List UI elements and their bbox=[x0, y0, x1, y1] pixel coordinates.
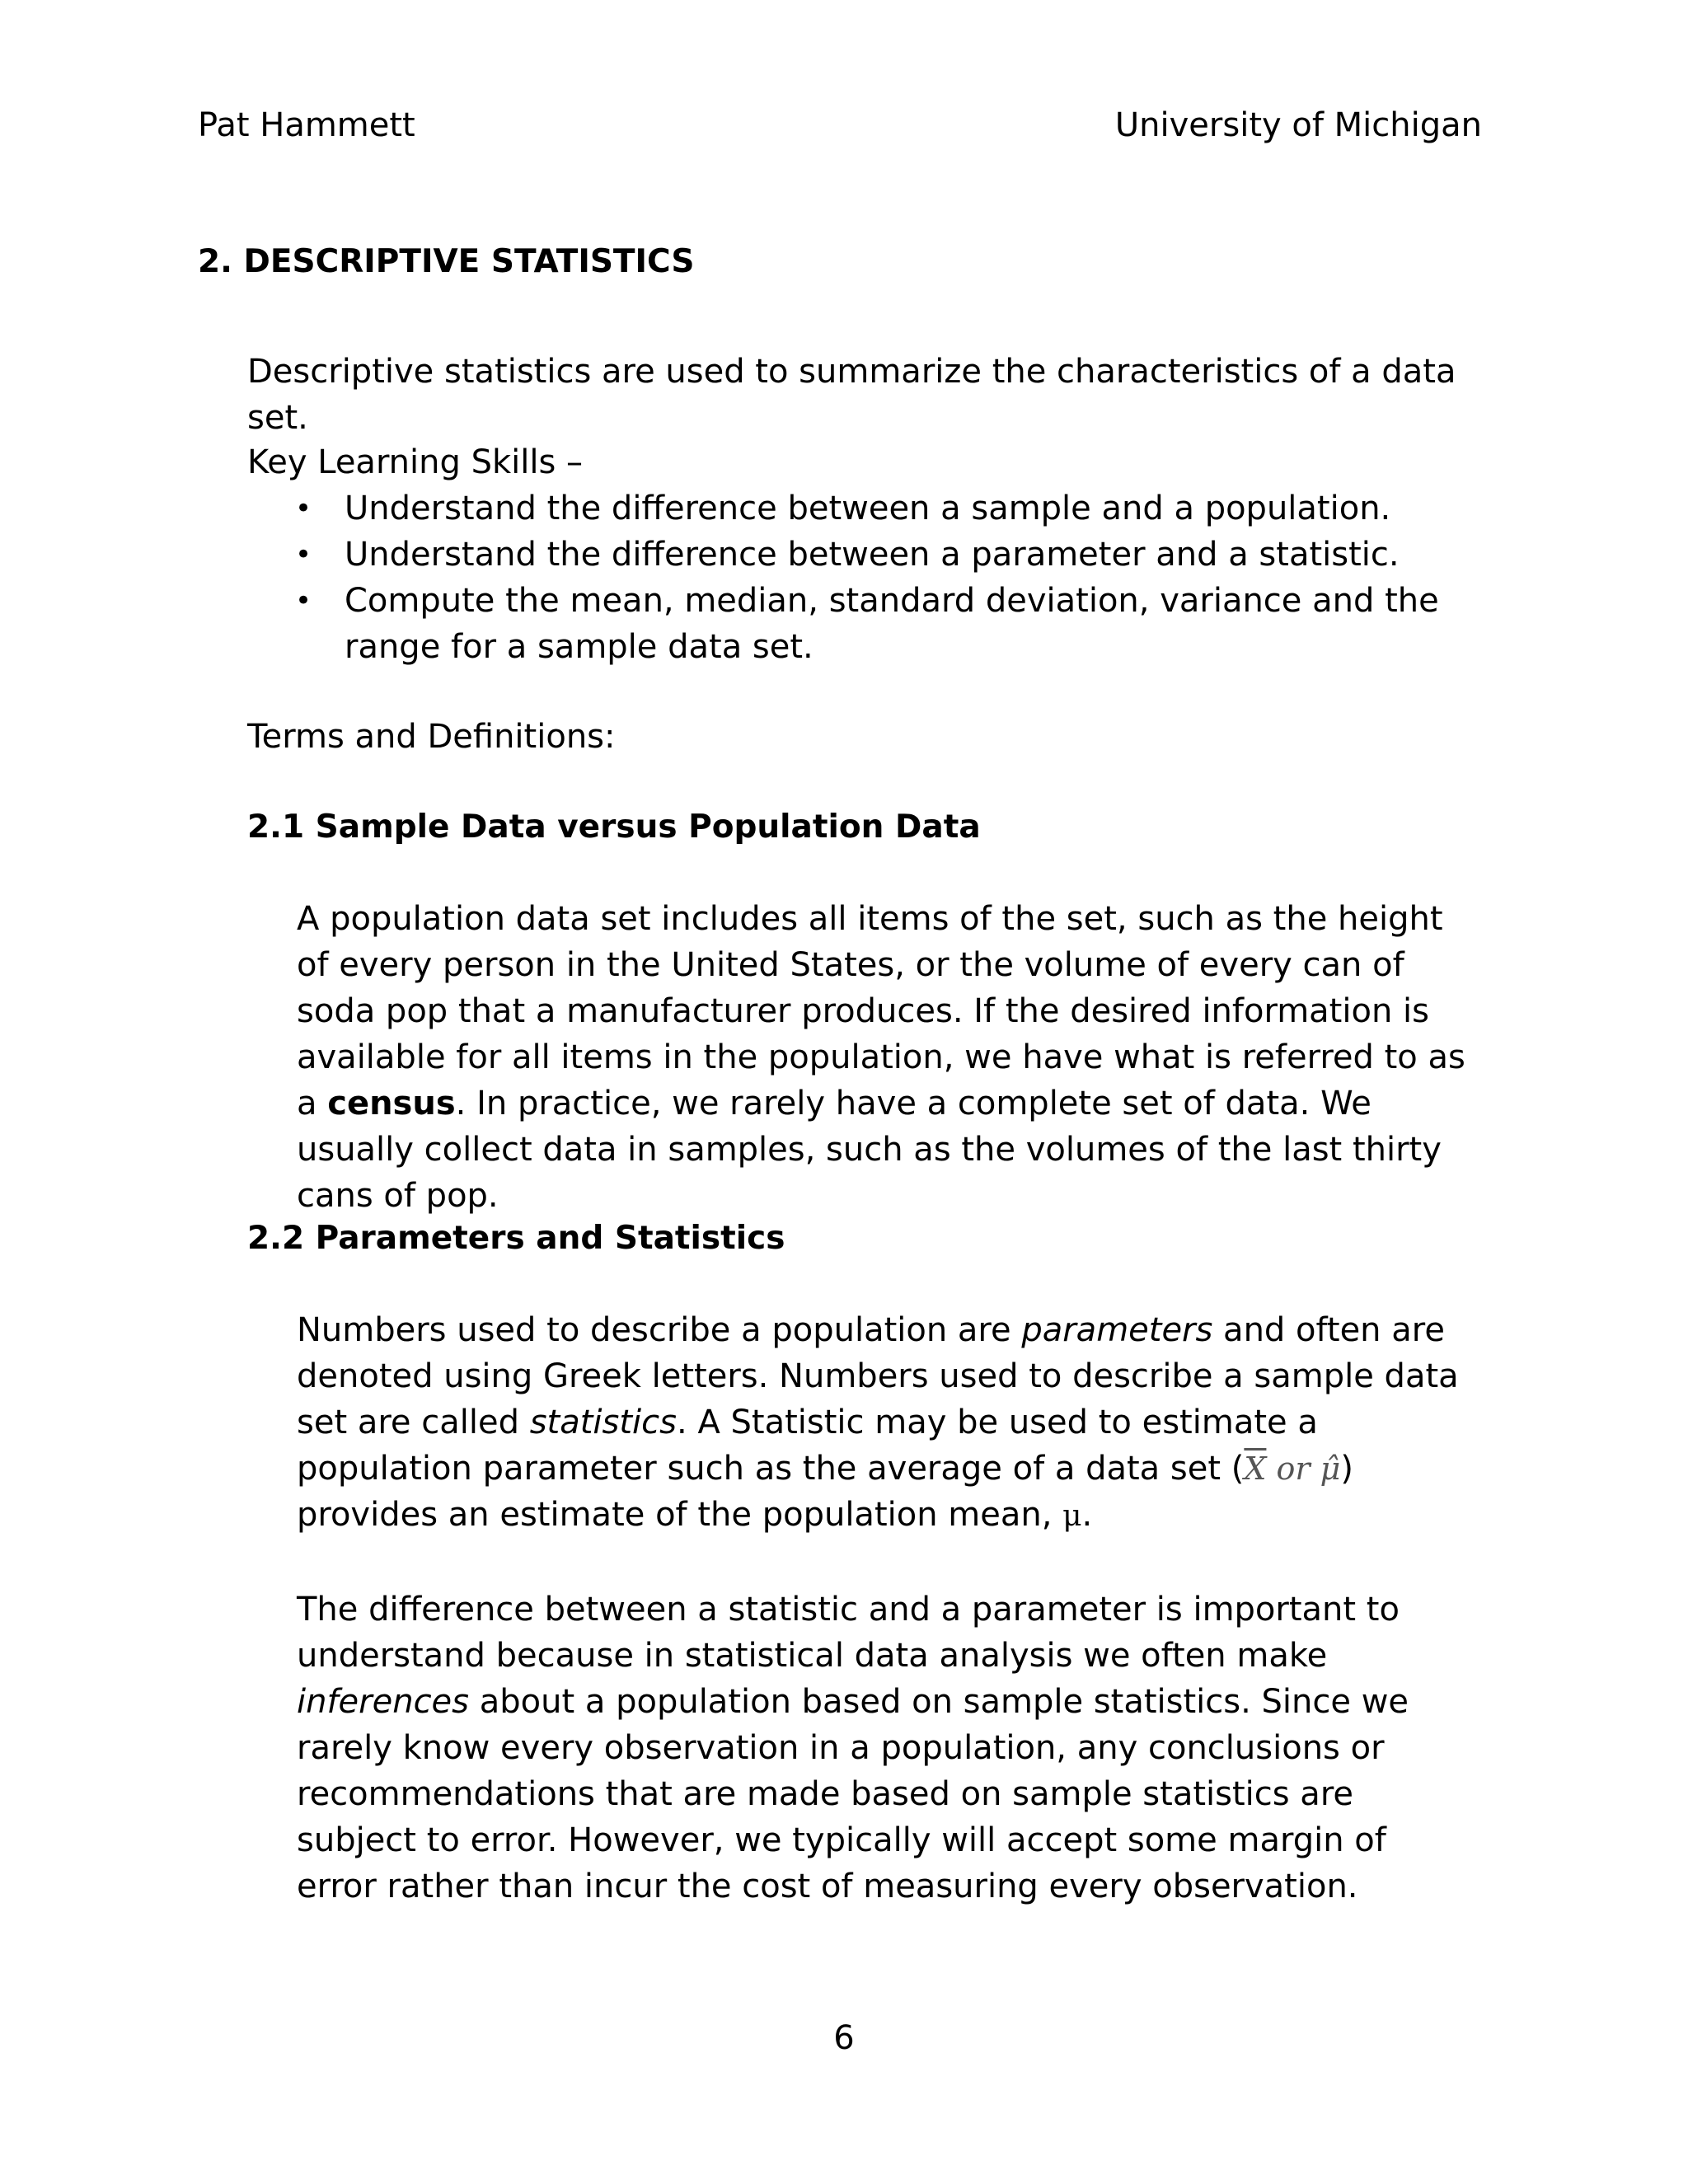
formula-muhat: μ̂ bbox=[1320, 1451, 1341, 1487]
bullet-icon: • bbox=[295, 492, 312, 525]
paragraph-text: . In practice, we rarely have a complete set of data. We usually collect data in samples, such as the volumes of the last thirty cans of pop. bbox=[297, 1085, 1442, 1215]
list-item bbox=[247, 532, 1459, 578]
term-statistics: statistics bbox=[529, 1404, 678, 1441]
paragraph-text: A population data set includes all items of the set, such as the height of every person in the United States, or the volume of every can of soda pop that a manufacturer produces. If the desired information is available for all items in the population, we have what is referred to as a bbox=[297, 900, 1465, 1122]
list-item-text: Understand the difference between a sample and a population. bbox=[345, 490, 1391, 527]
mu-symbol: μ bbox=[1062, 1499, 1082, 1533]
paragraph-text: . A Statistic may be used to estimate a population parameter such as the average of a data set ( bbox=[297, 1404, 1318, 1488]
bullet-icon: • bbox=[295, 584, 312, 617]
header-institution: University of Michigan bbox=[1114, 106, 1482, 144]
bullet-icon: • bbox=[295, 538, 312, 571]
header-author: Pat Hammett bbox=[198, 106, 415, 144]
paragraph-text: . bbox=[1081, 1496, 1093, 1534]
section-intro: Descriptive statistics are used to summarize the characteristics of a data set. bbox=[247, 353, 1456, 437]
list-item bbox=[247, 578, 1459, 670]
list-item-text: Compute the mean, median, standard deviation, variance and the range for a sample data set. bbox=[345, 582, 1439, 666]
list-item bbox=[247, 485, 1459, 532]
term-census: census bbox=[327, 1085, 456, 1122]
paragraph-text: about a population based on sample statistics. Since we rarely know every observation in a population, any conclusions or recommendations that are made based on sample statistics are subject to error. However, we typically will accept some margin of error rather than incur the cost of measuring every observation. bbox=[297, 1683, 1409, 1905]
paragraph-text: Numbers used to describe a population are bbox=[297, 1311, 1022, 1349]
key-skills-heading: Key Learning Skills – bbox=[247, 443, 584, 481]
section-title: 2. DESCRIPTIVE STATISTICS bbox=[198, 243, 695, 280]
term-inferences: inferences bbox=[297, 1683, 470, 1721]
term-parameters: parameters bbox=[1021, 1311, 1213, 1349]
terms-heading: Terms and Definitions: bbox=[247, 718, 616, 756]
paragraph-parameters bbox=[297, 1307, 1475, 1540]
list-item-text: Understand the difference between a parameter and a statistic. bbox=[345, 536, 1400, 574]
formula-or: or bbox=[1266, 1451, 1320, 1487]
paragraph-text: ) provides an estimate of the population mean, bbox=[297, 1450, 1353, 1534]
formula-xbar-or-muhat bbox=[1244, 1451, 1340, 1487]
paragraph-text: The difference between a statistic and a parameter is important to understand because in statistical data analysis we often make bbox=[297, 1591, 1400, 1675]
subsection-title-parameters-and-statistics: 2.2 Parameters and Statistics bbox=[247, 1220, 785, 1257]
paragraph-text: and often are denoted using Greek letters. Numbers used to describe a sample data set are called bbox=[297, 1311, 1459, 1441]
key-skills-list bbox=[247, 485, 1459, 670]
paragraph-statistic-vs-parameter bbox=[297, 1586, 1475, 1910]
subsection-title-sample-vs-population: 2.1 Sample Data versus Population Data bbox=[247, 808, 981, 846]
page-number: 6 bbox=[833, 2019, 855, 2057]
formula-xbar: $\overline{X}$ bbox=[1244, 1451, 1267, 1487]
paragraph-sample-vs-population bbox=[297, 896, 1475, 1219]
